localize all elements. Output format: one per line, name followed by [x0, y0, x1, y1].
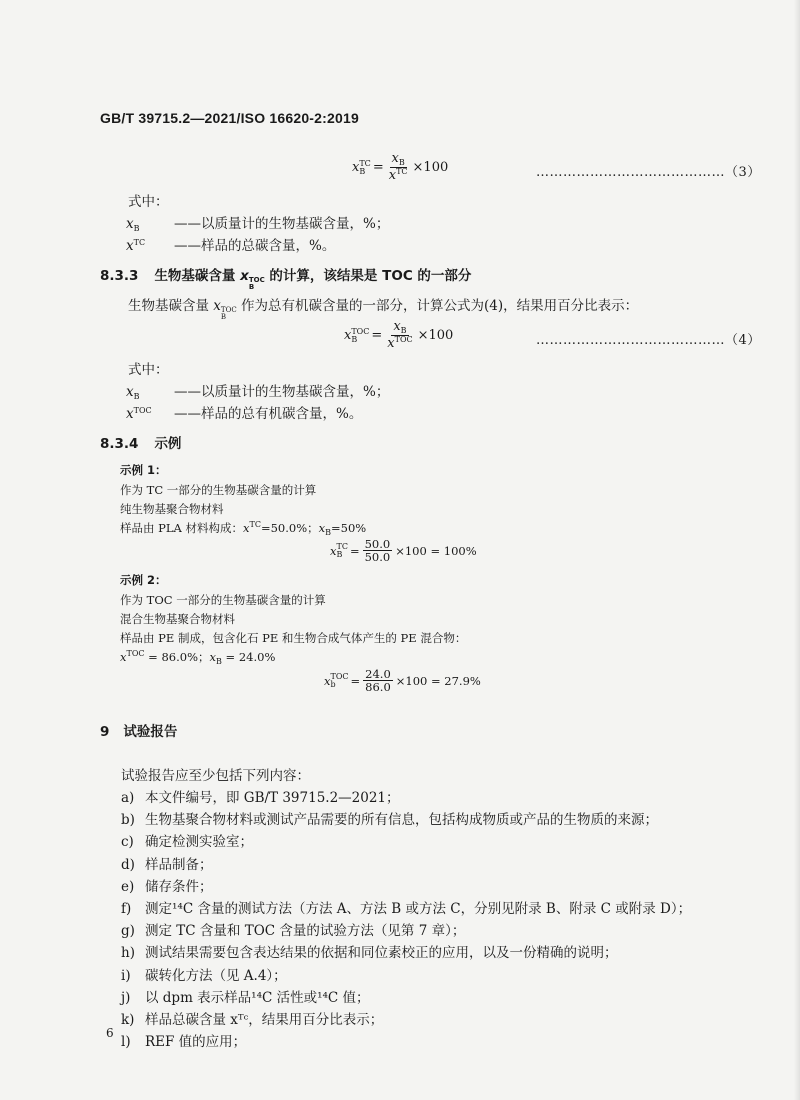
s833-intro-a: 生物基碳含量	[128, 298, 214, 314]
document-header: GB/T 39715.2—2021/ISO 16620-2:2019	[100, 110, 359, 126]
ex2-fraction	[363, 668, 393, 693]
ex1-f-sup: TC	[336, 541, 348, 551]
section-9-intro: 试验报告应至少包括下列内容：	[121, 768, 310, 784]
eq3-num-sub: B	[398, 158, 405, 167]
ex1-data-sym2: x	[318, 521, 326, 535]
s833-title-a: 生物基碳含量	[154, 268, 241, 284]
where2-item-1	[126, 380, 389, 401]
report-item-text: 测定¹⁴C 含量的测试方法（方法 A、方法 B 或方法 C，分别见附录 B、附录 C 或附录 D）；	[145, 901, 692, 917]
report-item-key: d)	[121, 856, 135, 873]
section-9-heading	[100, 720, 177, 740]
ex1-data-end: =50%	[331, 521, 367, 535]
where2-item-1-text: ——以质量计的生物基碳含量，%；	[174, 384, 390, 400]
example-1-line-1: 作为 TC 一部分的生物基碳含量的计算	[120, 483, 317, 497]
ex1-f-num: 50.0	[364, 537, 391, 551]
report-item-text: 确定检测实验室；	[145, 834, 253, 851]
page-number: 6	[106, 1026, 114, 1040]
example-2-line-2: 混合生物基聚合物材料	[120, 612, 235, 626]
report-item	[121, 830, 253, 850]
eq3-lhs-sup: TC	[359, 158, 371, 168]
ex2-f-den: 86.0	[365, 680, 391, 695]
report-item-text: 样品总碳含量 xᵀᶜ，结果用百分比表示；	[145, 1012, 384, 1028]
report-item-text: 碳转化方法（见 A.4）；	[145, 967, 287, 984]
eq4-number: ……………………………………（4）	[536, 333, 761, 348]
ex1-data-mid: =50.0%；	[260, 521, 319, 535]
equation-3: x TC B = $\frac{x_B}{x^{TC}}$ ×100	[352, 151, 449, 184]
report-item	[121, 964, 287, 984]
report-item	[121, 853, 213, 873]
eq4-num: x	[393, 319, 401, 334]
report-item-text: 储存条件；	[145, 878, 213, 895]
report-item-text: 测定 TC 含量和 TOC 含量的试验方法（见第 7 章）；	[145, 923, 466, 940]
example-1-formula: x TC B = $\frac{50.0}{50.0}$ ×100 = 100%	[330, 537, 477, 565]
report-item-key: l)	[121, 1034, 131, 1051]
s833-intro-sup: TOC	[220, 306, 237, 314]
report-item-text: 生物基聚合物材料或测试产品需要的所有信息，包括构成物质或产品的生物质的来源；	[145, 812, 658, 829]
ex1-data-a: 样品由 PLA 材料构成：	[120, 521, 243, 535]
s833-intro-b: 作为总有机碳含量的一部分，计算公式为(4)，结果用百分比表示：	[236, 298, 639, 314]
s833-title-sup: TOC	[248, 276, 265, 284]
where1-item-1-sub: B	[133, 224, 140, 233]
example-1-line-2: 纯生物基聚合物材料	[120, 502, 224, 516]
ex1-f-rest: ×100 = 100%	[395, 543, 477, 558]
example-2-formula: x TOC b = $\frac{24.0}{86.0}$ ×100 = 27.9%	[324, 667, 481, 695]
s833-intro-sym: x	[213, 298, 221, 314]
eq3-times: ×100	[412, 160, 449, 176]
report-item-text: 以 dpm 表示样品¹⁴C 活性或¹⁴C 值；	[145, 989, 370, 1006]
s833-title-sub: B	[248, 283, 255, 291]
ex1-data-sup1: TC	[249, 520, 261, 529]
section-8-3-3-heading	[100, 264, 471, 291]
report-item	[121, 786, 400, 806]
where1-item-2-text: ——样品的总碳含量，%。	[174, 238, 336, 254]
where1-label: 式中：	[128, 194, 169, 210]
where2-item-2-text: ——样品的总有机碳含量，%。	[174, 406, 363, 422]
report-item	[121, 986, 370, 1006]
report-item-key: f)	[121, 901, 132, 917]
ex2-data-sym2: x	[209, 650, 216, 664]
equation-4: x TOC B = $\frac{x_B}{x^{TOC}}$ ×100	[344, 319, 454, 352]
report-item	[121, 919, 465, 939]
where2-item-1-sym: x	[126, 384, 134, 400]
example-1-data	[120, 520, 366, 537]
where1-item-2-sup: TC	[133, 238, 146, 247]
eq3-lhs: x	[352, 160, 360, 176]
report-item-text: 本文件编号，即 GB/T 39715.2—2021；	[145, 790, 400, 806]
report-item	[121, 897, 691, 917]
eq4-times: ×100	[417, 328, 454, 344]
eq4-den-sup: TOC	[394, 335, 413, 345]
ex2-f-sup: TOC	[330, 671, 349, 681]
ex1-f-lhs: x	[330, 543, 337, 558]
s833-intro-sub: B	[220, 313, 227, 321]
example-2-line-1: 作为 TOC 一部分的生物基碳含量的计算	[120, 593, 326, 607]
where1-item-2	[126, 234, 335, 254]
ex1-f-sub: B	[336, 549, 343, 559]
report-item-key: g)	[121, 923, 135, 940]
eq3-den: x	[388, 168, 397, 184]
report-item	[121, 875, 213, 895]
s833-num: 8.3.3	[100, 268, 139, 284]
eq3-number: ……………………………………（3）	[536, 165, 761, 180]
where2-item-1-sub: B	[133, 392, 140, 401]
ex1-f-den: 50.0	[364, 550, 391, 565]
example-1-label: 示例 1：	[120, 463, 167, 477]
ex2-data-sub2: B	[216, 657, 222, 666]
eq4-lhs-sub: B	[351, 334, 358, 344]
eq3-lhs-sub: B	[359, 166, 366, 176]
ex2-data-sym1: x	[120, 650, 127, 664]
where1-item-1	[126, 212, 389, 233]
report-item-key: a)	[121, 790, 135, 806]
eq4-lhs-sup: TOC	[351, 326, 370, 336]
eq3-fraction	[387, 152, 410, 183]
ex2-f-sub: b	[330, 679, 336, 689]
ex1-data-sym1: x	[243, 521, 250, 535]
eq4-fraction	[385, 320, 414, 351]
report-item-key: k)	[121, 1012, 135, 1028]
ex1-data-sub2: B	[325, 528, 332, 537]
ex2-f-lhs: x	[324, 673, 331, 688]
s834-title: 示例	[154, 436, 182, 452]
report-item	[121, 808, 658, 828]
ex2-data-mid: = 86.0%；	[144, 650, 210, 664]
example-2-data	[120, 649, 275, 666]
ex2-data-sup1: TOC	[126, 649, 145, 658]
ex1-fraction	[363, 538, 393, 563]
where1-item-2-sym: x	[126, 238, 134, 254]
section-8-3-3-intro	[128, 294, 638, 321]
report-item	[121, 1008, 383, 1028]
where1-item-1-sym: x	[126, 216, 134, 232]
page-edge-shadow	[794, 0, 800, 1100]
where2-item-2-sym: x	[126, 406, 134, 422]
report-item-key: c)	[121, 834, 134, 851]
s9-num: 9	[100, 724, 110, 740]
report-item-key: h)	[121, 945, 135, 962]
eq3-den-sup: TC	[396, 167, 408, 177]
s833-title-b: 的计算，该结果是 TOC 的一部分	[264, 268, 472, 284]
section-8-3-4-heading	[100, 432, 181, 452]
where2-label: 式中：	[128, 362, 169, 378]
ex2-f-rest: ×100 = 27.9%	[395, 673, 481, 688]
report-item-text: 样品制备；	[145, 856, 213, 873]
report-item	[121, 1030, 246, 1050]
eq4-lhs: x	[344, 328, 352, 344]
report-item-text: 测试结果需要包含表达结果的依据和同位素校正的应用，以及一份精确的说明；	[145, 945, 618, 962]
s833-title-sym: x	[240, 268, 249, 284]
s9-title: 试验报告	[123, 724, 178, 740]
s834-num: 8.3.4	[100, 436, 139, 452]
where2-item-2-sup: TOC	[133, 406, 152, 415]
ex2-data-end: = 24.0%	[221, 650, 276, 664]
report-item-key: b)	[121, 812, 135, 829]
report-item-key: e)	[121, 878, 135, 895]
where2-item-2	[126, 402, 362, 422]
eq4-den: x	[387, 336, 395, 352]
where1-item-1-text: ——以质量计的生物基碳含量，%；	[174, 216, 390, 232]
report-item-key: j)	[121, 989, 131, 1006]
eq4-num-sub: B	[400, 326, 407, 335]
eq3-num: x	[391, 151, 399, 166]
example-2-line-3: 样品由 PE 制成，包含化石 PE 和生物合成气体产生的 PE 混合物：	[120, 631, 467, 645]
example-2-label: 示例 2：	[120, 573, 167, 587]
report-item-key: i)	[121, 967, 131, 984]
ex2-f-num: 24.0	[365, 667, 391, 681]
report-item-text: REF 值的应用；	[145, 1034, 247, 1051]
report-item	[121, 941, 618, 961]
